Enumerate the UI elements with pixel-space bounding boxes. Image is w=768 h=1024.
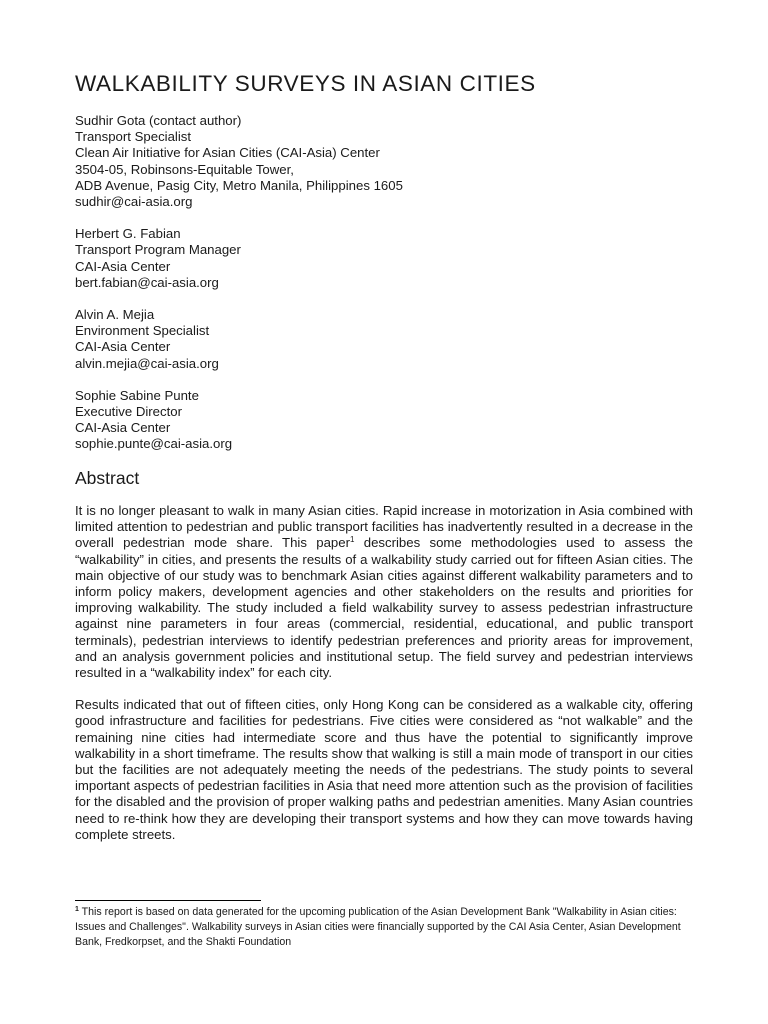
author-block-mejia xyxy=(75,307,695,372)
author-block-gota xyxy=(75,113,695,210)
footnote-divider xyxy=(75,900,261,901)
author-org: CAI-Asia Center xyxy=(75,258,171,274)
author-name: Sophie Sabine Punte xyxy=(75,387,199,403)
abstract-p1-text-start: It is no longer pleasant to walk in many Asian cities. Rapid increase in motorization in Asia combined with limited attention to pedestrian and public transport facilities has inadvertently resulted in a decrease in the overall pedestrian mode share. This paper xyxy=(75,503,693,551)
author-address-line1: 3504-05, Robinsons-Equitable Tower, xyxy=(75,161,294,177)
footnote-text: This report is based on data generated for the upcoming publication of the Asian Development Bank "Walkability in Asian cities: Issues and Challenges". Walkability surveys in Asian cities were financially supported by the CAI Asia Center, Asian Development Bank, Fredkorpset, and the Shakti Foundation xyxy=(75,906,681,949)
author-org: Clean Air Initiative for Asian Cities (CAI-Asia) Center xyxy=(75,145,380,161)
author-list xyxy=(75,113,695,469)
author-email: sophie.punte@cai-asia.org xyxy=(75,436,233,452)
paper-title: WALKABILITY SURVEYS IN ASIAN CITIES xyxy=(75,71,536,96)
author-email: sudhir@cai-asia.org xyxy=(75,194,193,210)
author-name: Herbert G. Fabian xyxy=(75,226,181,242)
author-org: CAI-Asia Center xyxy=(75,339,171,355)
author-block-fabian xyxy=(75,226,695,291)
abstract-body xyxy=(75,503,693,859)
author-block-punte xyxy=(75,388,695,453)
footnote xyxy=(75,905,695,951)
author-role: Executive Director xyxy=(75,404,183,420)
author-role: Environment Specialist xyxy=(75,323,210,339)
author-role: Transport Program Manager xyxy=(75,242,241,258)
author-name: Sudhir Gota (contact author) xyxy=(75,113,242,128)
author-email: alvin.mejia@cai-asia.org xyxy=(75,355,219,371)
author-address-line2: ADB Avenue, Pasig City, Metro Manila, Philippines 1605 xyxy=(75,177,403,193)
abstract-p1-text-end: describes some methodologies used to assess the “walkability” in cities, and presents the results of a walkability study carried out for fifteen Asian cities. The main objective of our study was to benchmark Asian cities against different walkability parameters and to inform policy makers, development agencies and other stakeholders on the results and priorities for improving walkability. The study included a field walkability survey to assess pedestrian infrastructure against nine parameters in four areas (commercial, residential, educational, and public transport terminals), pedestrian interviews to identify pedestrian preferences and priority areas for improvement, and an analysis government policies and institutional setup. The field survey and pedestrian interviews resulted in a “walkability index” for each city. xyxy=(75,535,694,681)
abstract-paragraph-2: Results indicated that out of fifteen cities, only Hong Kong can be considered as a walkable city, offering good infrastructure and facilities for pedestrians. Five cities were considered as “not walkable” and the remaining nine cities had intermediate score and thus have the potential to significantly improve walkability in a short timeframe. The results show that walking is still a main mode of transport in our cities but the facilities are not adequately meeting the needs of the pedestrians. The study points to several important aspects of pedestrian facilities in Asia that need more attention such as the provision of facilities for the disabled and the provision of proper walking paths and pedestrian amenities. Many Asian countries need to re-think how they are developing their transport systems and how they can move towards having complete streets. xyxy=(75,697,693,842)
author-name: Alvin A. Mejia xyxy=(75,307,155,323)
footnote-reference: 1 xyxy=(350,535,355,545)
author-org: CAI-Asia Center xyxy=(75,420,171,436)
abstract-paragraph-1 xyxy=(75,503,693,681)
footnote-marker: 1 xyxy=(75,906,79,913)
author-email: bert.fabian@cai-asia.org xyxy=(75,274,219,290)
abstract-heading: Abstract xyxy=(75,468,140,488)
author-role: Transport Specialist xyxy=(75,129,192,145)
